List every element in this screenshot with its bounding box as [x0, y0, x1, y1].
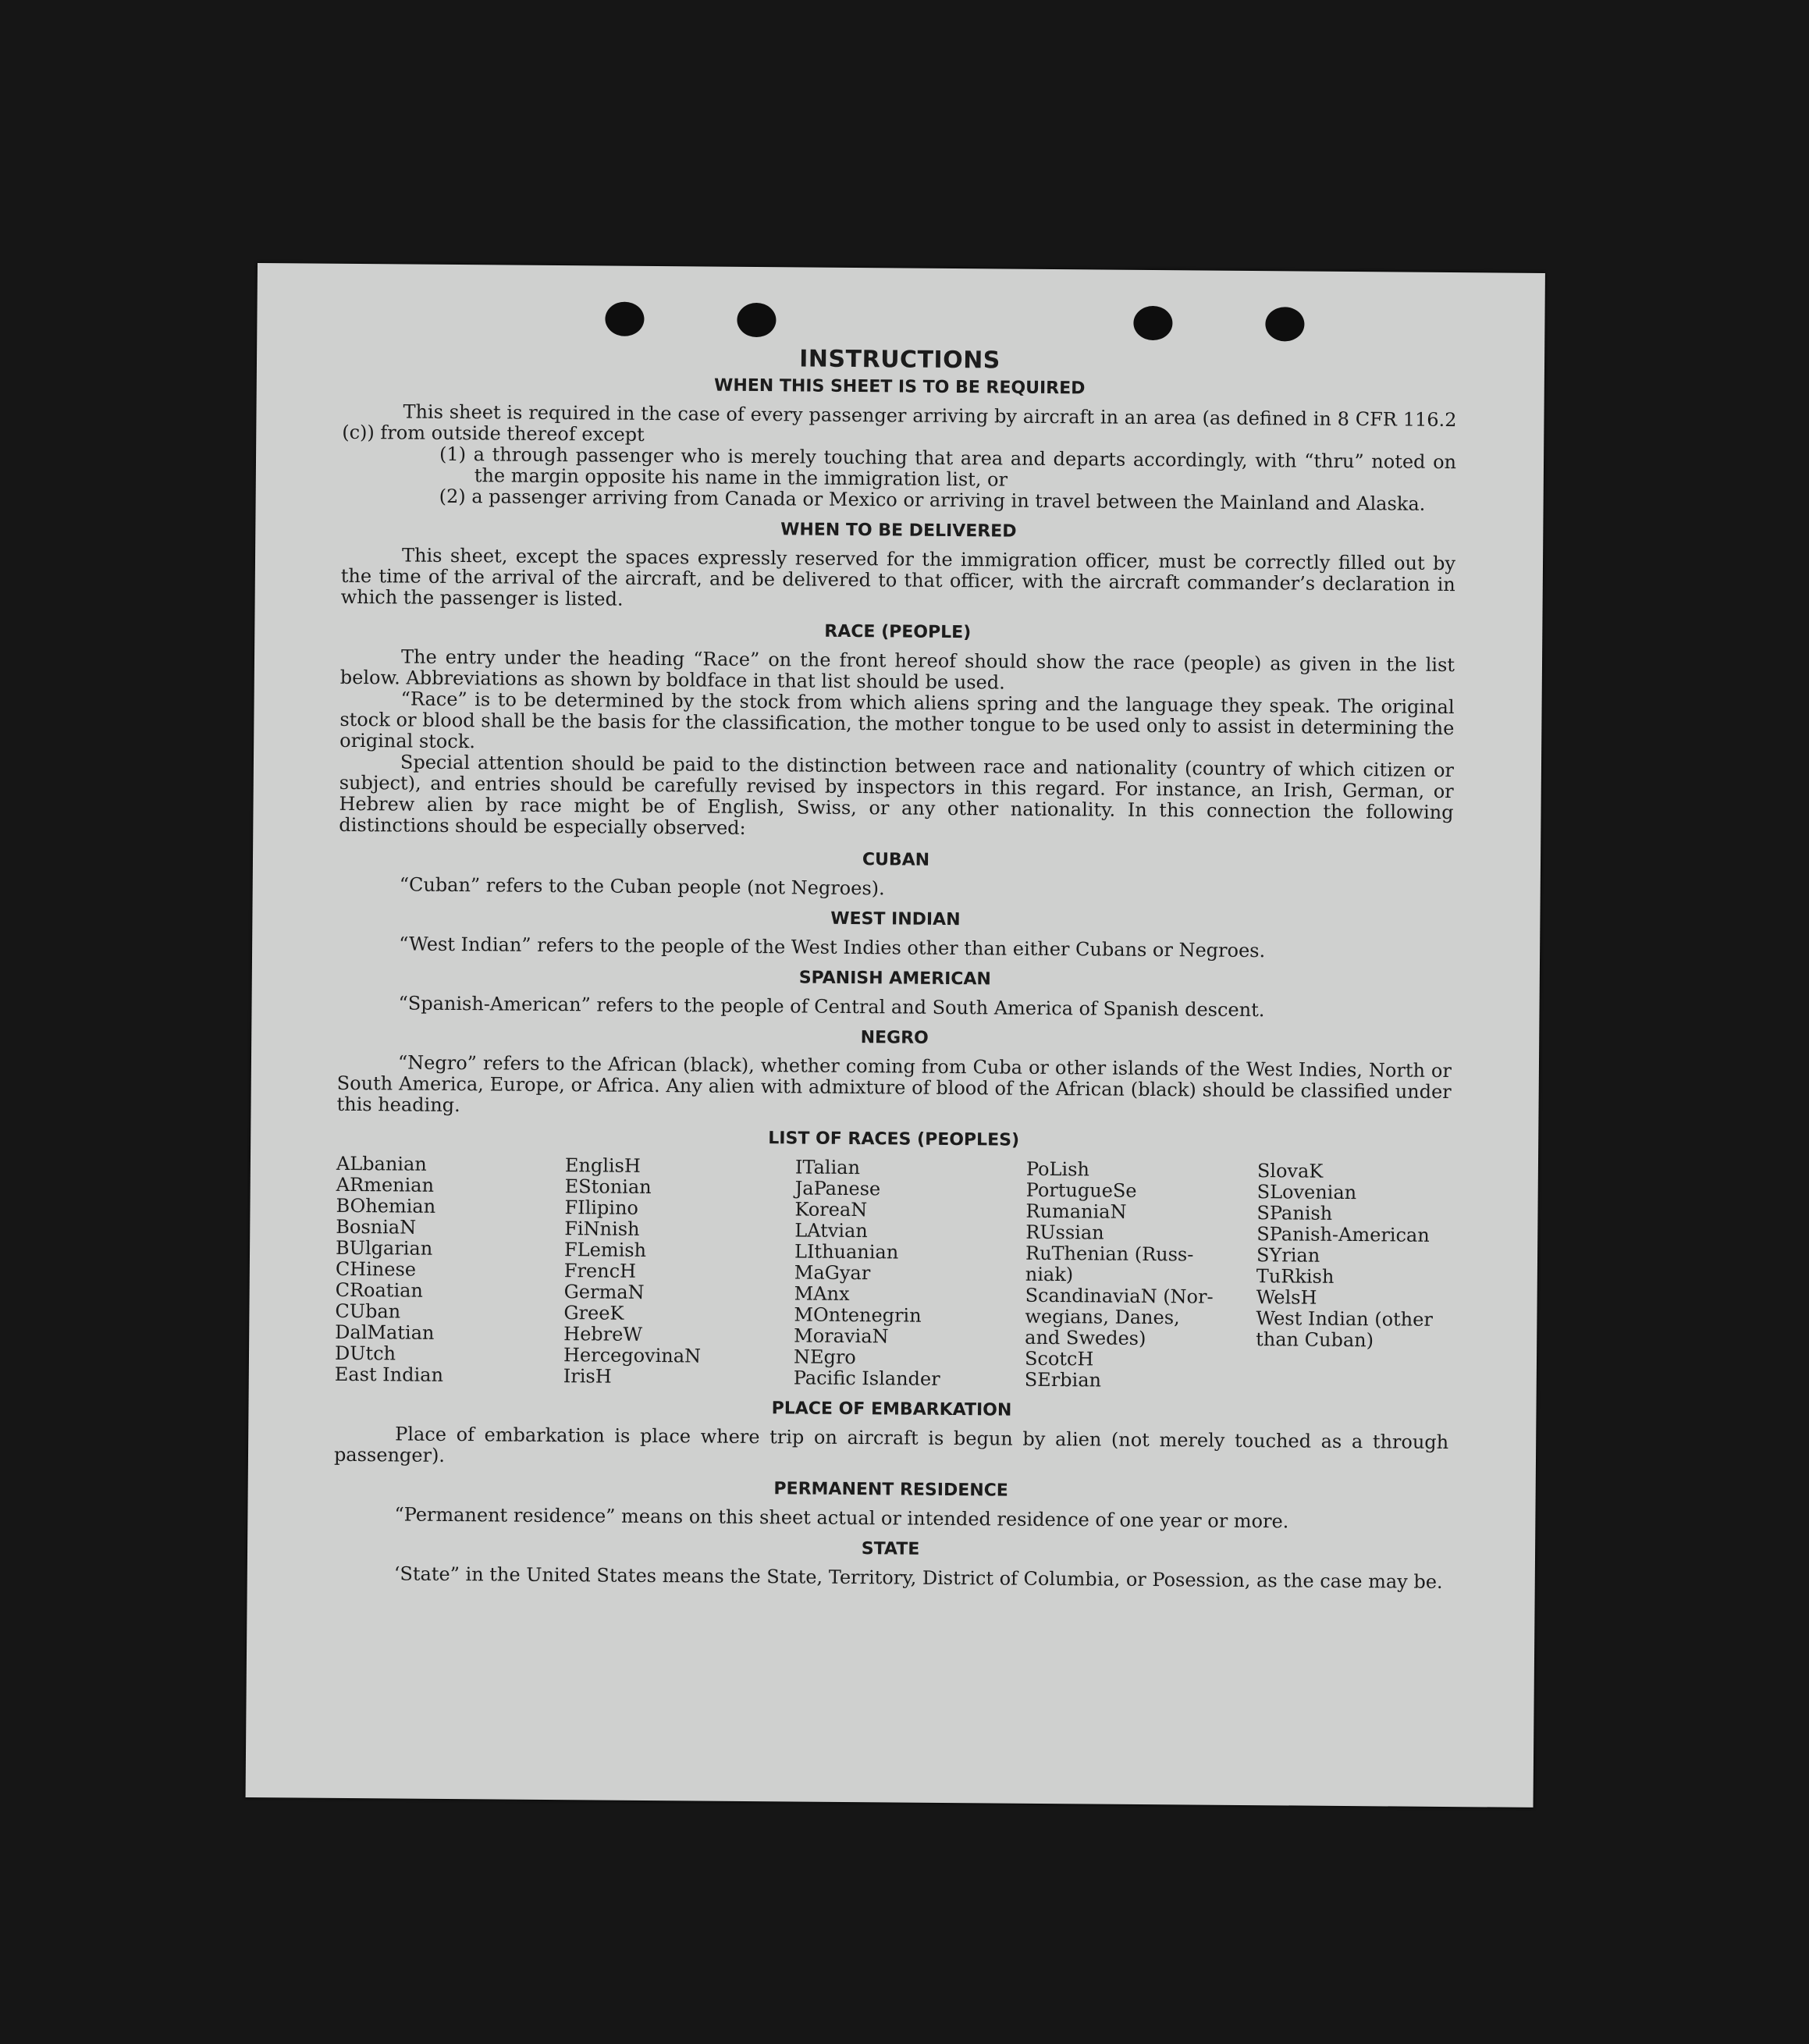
- race-entry: SErbian: [1024, 1368, 1102, 1392]
- west-indian-text: “West Indian” refers to the people of the West Indies other than either Cubans or Negroes.: [399, 933, 1266, 962]
- race-paragraph-2: “Race” is to be determined by the stock from which aliens spring and the language they speak. The original stock or blood shall be the basis for the classification, the mother tongue to be used only to assist in determining the original stock.: [339, 688, 1455, 753]
- race-entry: CUban: [335, 1299, 401, 1323]
- document-sheet: [246, 263, 1545, 1808]
- section-heading-race: RACE (PEOPLE): [824, 621, 972, 643]
- race-entry: EnglisH: [564, 1154, 641, 1177]
- race-entry: SLovenian: [1256, 1181, 1357, 1204]
- race-entry: SPanish: [1256, 1202, 1333, 1225]
- section-heading-embarkation: PLACE OF EMBARKATION: [771, 1399, 1012, 1420]
- race-entry: JaPanese: [794, 1177, 881, 1200]
- race-paragraph-1: The entry under the heading “Race” on the front hereof should show the race (people) as given in the list below. Abbreviations as shown by boldface in that list should be used.: [339, 645, 1455, 694]
- race-entry: DalMatian: [335, 1321, 435, 1344]
- section-heading-required: WHEN THIS SHEET IS TO BE REQUIRED: [714, 375, 1086, 399]
- race-entry: WelsH: [1256, 1286, 1317, 1309]
- instructions-body: [333, 345, 1457, 1593]
- race-entry: Pacific Islander: [793, 1367, 940, 1390]
- race-entry: KoreaN: [794, 1198, 868, 1221]
- residence-text: “Permanent residence” means on this sheet actual or intended residence of one year or more.: [394, 1503, 1289, 1533]
- punch-hole: [605, 302, 644, 336]
- state-text: ‘State” in the United States means the State, Territory, District of Columbia, or Posession, as the case may be.: [393, 1562, 1443, 1593]
- page-title: INSTRUCTIONS: [799, 345, 1001, 375]
- race-entry: MoraviaN: [794, 1324, 889, 1348]
- race-entry: GreeK: [563, 1302, 624, 1324]
- section-heading-delivered: WHEN TO BE DELIVERED: [780, 520, 1017, 542]
- race-entry: ScotcH: [1024, 1347, 1094, 1370]
- race-entry: LAtvian: [794, 1219, 868, 1242]
- race-entry: MaGyar: [794, 1261, 871, 1285]
- race-entry: ITalian: [794, 1156, 861, 1179]
- race-entry: RUssian: [1025, 1221, 1104, 1244]
- punch-hole: [1265, 307, 1304, 341]
- race-entry: PortugueSe: [1025, 1178, 1137, 1202]
- race-entry: BosniaN: [336, 1215, 417, 1239]
- race-entry: FiNnish: [564, 1218, 640, 1240]
- race-column: [1256, 1161, 1451, 1394]
- cuban-text: “Cuban” refers to the Cuban people (not Negroes).: [399, 873, 885, 900]
- section-heading-state: STATE: [861, 1539, 920, 1559]
- race-entry: LIthuanian: [794, 1240, 899, 1264]
- race-entry: ARmenian: [336, 1173, 435, 1196]
- section-heading-negro: NEGRO: [860, 1028, 929, 1048]
- embarkation-text: Place of embarkation is place where trip on aircraft is begun by alien (not merely touched as a through passenger).: [333, 1423, 1449, 1466]
- race-entry: RuThenian (Russ- niak): [1025, 1242, 1194, 1286]
- race-entry: ScandinaviaN (Nor- wegians, Danes, and Swedes): [1025, 1284, 1214, 1349]
- race-entry: MAnx: [794, 1282, 850, 1305]
- punch-hole: [737, 303, 776, 337]
- race-paragraph-3: Special attention should be paid to the distinction between race and nationality (country of which citizen or subject), and entries should be carefully revised by inspectors in this regard. For instance, an Irish, German, or Hebrew alien by race might be of English, Swiss, or any other nationality. In this connection the following distinctions should be especially observed:: [339, 751, 1455, 839]
- race-entry: MOntenegrin: [794, 1303, 922, 1327]
- race-entry: CHinese: [335, 1257, 417, 1281]
- race-entry: West Indian (other than Cuban): [1256, 1307, 1433, 1352]
- race-entry: IrisH: [563, 1365, 612, 1388]
- section-heading-spanish-american: SPANISH AMERICAN: [798, 968, 991, 990]
- race-entry: PoLish: [1025, 1157, 1090, 1181]
- race-entry: BUlgarian: [335, 1236, 433, 1260]
- race-entry: ALbanian: [336, 1152, 427, 1175]
- race-entry: SYrian: [1256, 1244, 1320, 1267]
- section-heading-residence: PERMANENT RESIDENCE: [773, 1479, 1008, 1501]
- race-entry: GermaN: [563, 1281, 645, 1303]
- race-entry: DUtch: [334, 1342, 396, 1365]
- delivered-text: This sheet, except the spaces expressly reserved for the immigration officer, must be correctly filled out by the time of the arrival of the aircraft, and be delivered to that officer, with the aircraft commander’s declaration in which the passenger is listed.: [340, 544, 1456, 610]
- race-entry: HebreW: [563, 1323, 643, 1345]
- negro-text: “Negro” refers to the African (black), whether coming from Cuba or other islands of the West Indies, North or South America, Europe, or Africa. Any alien with admixture of blood of the African (black) should be classified under this heading.: [336, 1051, 1452, 1117]
- race-entry: FIlipino: [564, 1196, 639, 1219]
- race-entry: CRoatian: [335, 1278, 424, 1302]
- race-entry: TuRkish: [1256, 1265, 1335, 1288]
- race-entry: BOhemian: [336, 1194, 436, 1218]
- race-entry: SlovaK: [1256, 1160, 1324, 1182]
- required-item-1: (1) a through passenger who is merely touching that area and departs accordingly, with “thru” noted on the margin opposite his name in the immigration list, or: [439, 443, 1457, 491]
- punch-hole: [1133, 306, 1172, 340]
- race-entry: RumaniaN: [1025, 1200, 1127, 1223]
- race-entry: SPanish-American: [1256, 1223, 1430, 1246]
- race-column: [563, 1155, 795, 1388]
- race-entry: HercegovinaN: [563, 1344, 702, 1367]
- race-list: [335, 1154, 1451, 1394]
- section-heading-west-indian: WEST INDIAN: [830, 908, 961, 930]
- race-column: [794, 1157, 1026, 1390]
- section-heading-cuban: CUBAN: [862, 850, 930, 870]
- required-item-2: (2) a passenger arriving from Canada or Mexico or arriving in travel between the Mainland and Alaska.: [439, 485, 1426, 515]
- race-entry: East Indian: [334, 1363, 444, 1386]
- race-entry: EStonian: [564, 1175, 652, 1198]
- race-column: [335, 1154, 565, 1387]
- race-entry: NEgro: [793, 1345, 856, 1369]
- race-column: [1025, 1159, 1257, 1392]
- race-entry: FrencH: [563, 1260, 637, 1282]
- spanish-american-text: “Spanish-American” refers to the people of Central and South America of Spanish descent.: [398, 992, 1265, 1022]
- required-intro: This sheet is required in the case of every passenger arriving by aircraft in an area (as defined in 8 CFR 116.2 (c)) from outside thereof except: [342, 400, 1457, 446]
- section-heading-race-list: LIST OF RACES (PEOPLES): [768, 1129, 1020, 1150]
- race-entry: FLemish: [563, 1239, 647, 1261]
